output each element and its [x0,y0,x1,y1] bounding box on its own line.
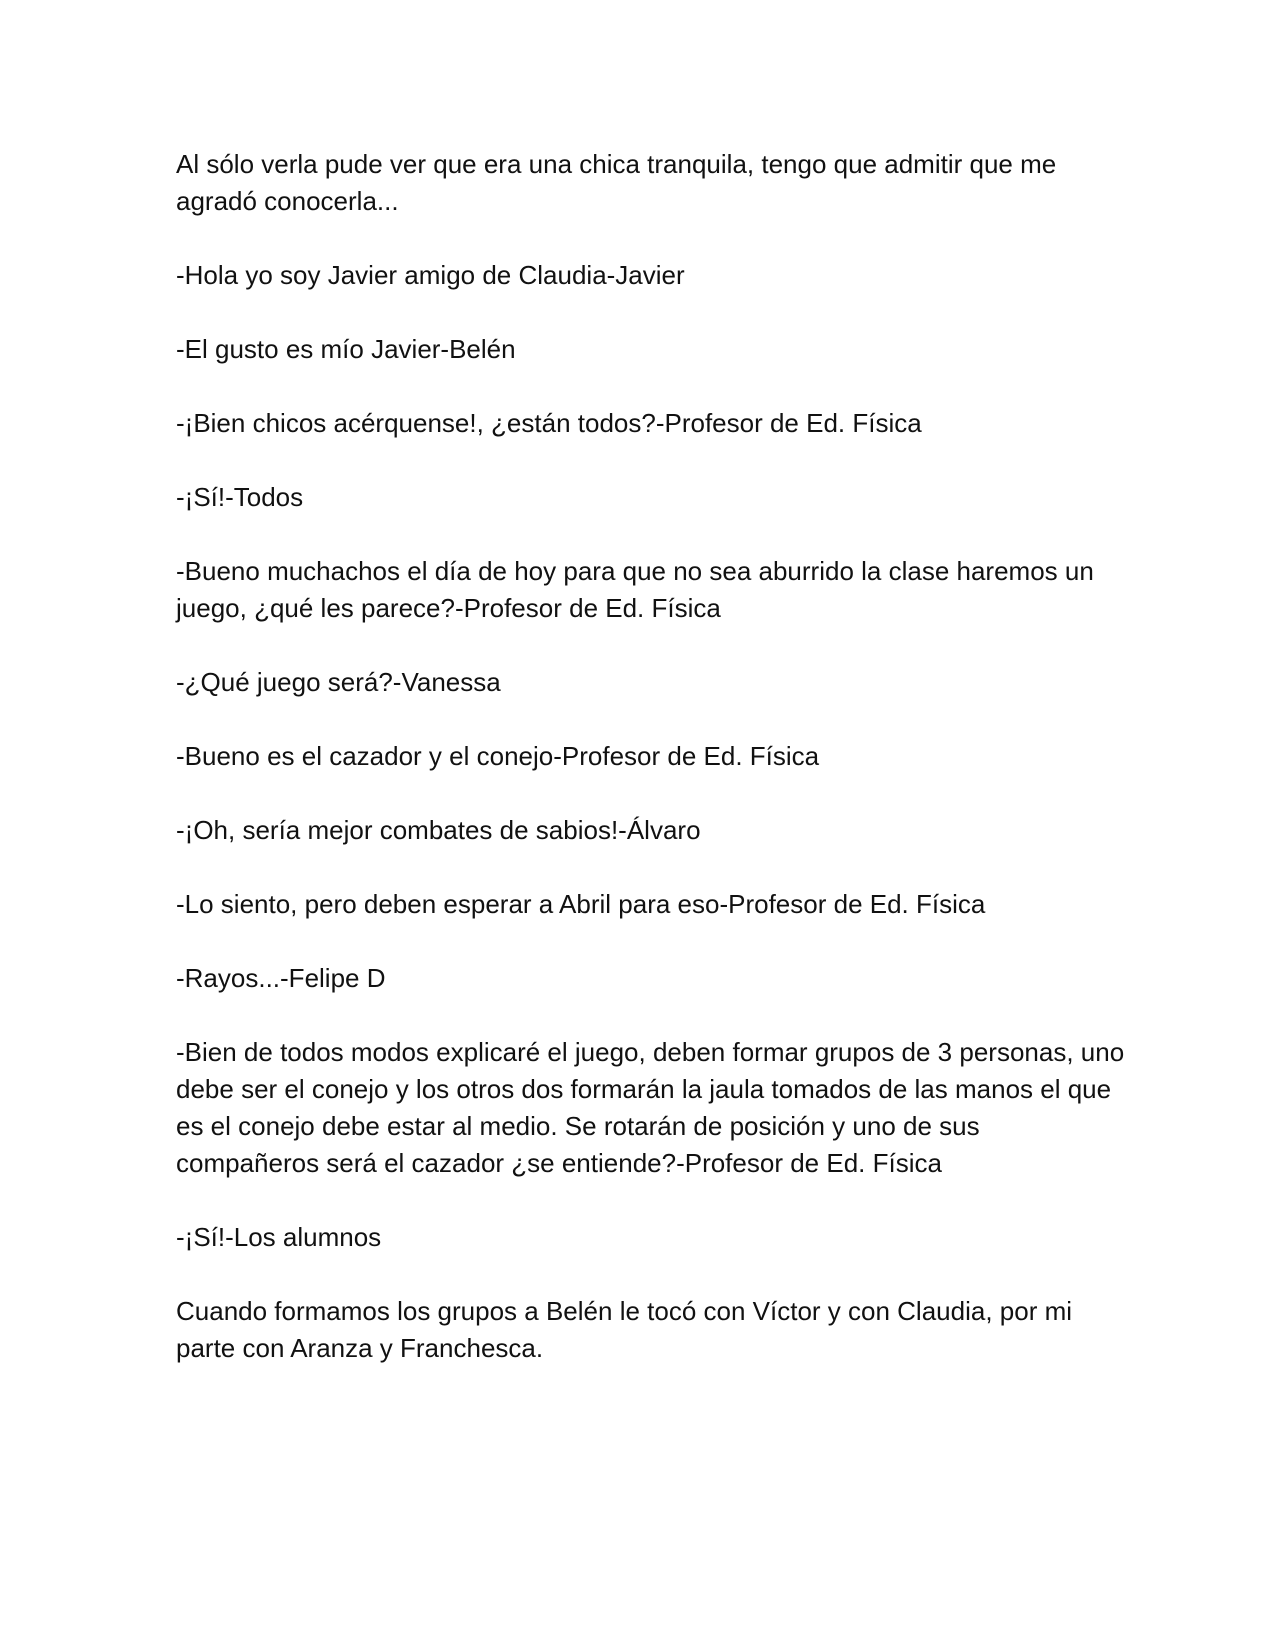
paragraph: Al sólo verla pude ver que era una chica tranquila, tengo que admitir que me agradó conocerla... [176,149,1057,216]
paragraph: -¡Bien chicos acérquense!, ¿están todos?-Profesor de Ed. Física [176,408,922,438]
paragraph: -¡Sí!-Todos [176,482,304,512]
paragraph: -Bien de todos modos explicaré el juego, deben formar grupos de 3 personas, uno debe ser el conejo y los otros dos formarán la jaula tomados de las manos el que es el conejo debe estar al medio. Se rotarán de posición y uno de sus compañeros será el cazador ¿se entiende?-Profesor de Ed. Física [176,1037,1125,1178]
paragraph: -¿Qué juego será?-Vanessa [176,667,501,697]
paragraph: -¡Oh, sería mejor combates de sabios!-Álvaro [176,815,701,845]
paragraph: -Rayos...-Felipe D [176,963,386,993]
paragraph: -Bueno es el cazador y el conejo-Profesor de Ed. Física [176,741,820,771]
paragraph: -El gusto es mío Javier-Belén [176,334,516,364]
paragraph: Cuando formamos los grupos a Belén le tocó con Víctor y con Claudia, por mi parte con Aranza y Franchesca. [176,1296,1073,1363]
paragraph: -¡Sí!-Los alumnos [176,1222,382,1252]
paragraph: -Bueno muchachos el día de hoy para que no sea aburrido la clase haremos un juego, ¿qué les parece?-Profesor de Ed. Física [176,556,1094,623]
paragraph: -Hola yo soy Javier amigo de Claudia-Javier [176,260,685,290]
paragraph: -Lo siento, pero deben esperar a Abril para eso-Profesor de Ed. Física [176,889,986,919]
